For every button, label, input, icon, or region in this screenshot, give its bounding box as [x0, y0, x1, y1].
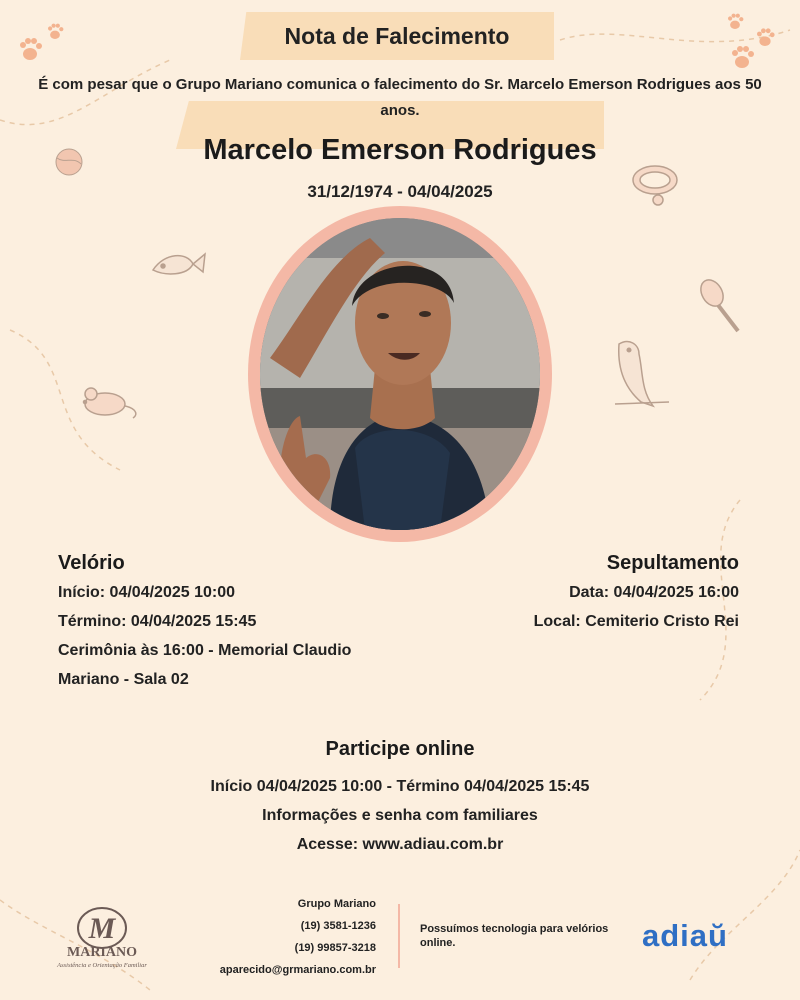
paw-icon [757, 28, 775, 46]
velorio-start: Início: 04/04/2025 10:00 [58, 584, 235, 601]
sepultamento-details [419, 578, 739, 636]
velorio-details [58, 578, 378, 694]
contact-phone-2[interactable]: (19) 99857-3218 [294, 942, 376, 954]
sepultamento-date: Data: 04/04/2025 16:00 [569, 584, 739, 601]
paw-icon [728, 14, 743, 29]
mouse-icon [84, 388, 136, 418]
deceased-dates: 31/12/1974 - 04/04/2025 [307, 182, 493, 201]
online-title: Participe online [325, 738, 475, 760]
contact-phone-1[interactable]: (19) 3581-1236 [300, 920, 376, 932]
online-details [0, 772, 800, 859]
paw-icon [20, 38, 42, 60]
brush-icon [696, 276, 738, 331]
footer-contacts [210, 893, 376, 981]
paw-icon [732, 46, 754, 68]
footer-tech-note: Possuímos tecnologia para velórios online. [420, 923, 609, 949]
online-schedule: Início 04/04/2025 10:00 - Término 04/04/2025 15:45 [210, 778, 590, 795]
dashed-curve-left [10, 330, 120, 470]
paw-icon [48, 24, 63, 39]
contact-email[interactable]: aparecido@grmariano.com.br [219, 964, 376, 976]
online-website[interactable]: Acesse: www.adiau.com.br [296, 836, 504, 853]
sepultamento-location: Local: Cemiterio Cristo Rei [533, 613, 739, 630]
dashed-curve-bottom-right [690, 850, 800, 980]
mariano-logo-letter: M [88, 912, 116, 945]
portrait-photo [260, 218, 540, 530]
velorio-room: Mariano - Sala 02 [58, 671, 189, 688]
deceased-name: Marcelo Emerson Rodrigues [203, 134, 597, 166]
contact-company: Grupo Mariano [297, 898, 376, 910]
dashed-curve-top-right [560, 30, 790, 42]
fish-icon [153, 254, 205, 274]
page-title: Nota de Falecimento [284, 22, 510, 49]
mariano-logo-tagline: Assistência e Orientação Familiar [57, 962, 147, 969]
velorio-title: Velório [58, 552, 125, 574]
adiau-logo: adiaŭ [642, 918, 728, 953]
velorio-end: Término: 04/04/2025 15:45 [58, 613, 257, 630]
sepultamento-title: Sepultamento [606, 552, 739, 574]
intro-text: É com pesar que o Grupo Mariano comunica o falecimento do Sr. Marcelo Emerson Rodrigues aos 50 anos. [38, 76, 762, 119]
velorio-ceremony: Cerimônia às 16:00 - Memorial Claudio [58, 642, 352, 659]
parrot-icon [615, 342, 669, 406]
mariano-logo-name: MARIANO [67, 945, 137, 960]
footer-divider [398, 904, 400, 968]
portrait-illustration [260, 218, 540, 530]
online-info: Informações e senha com familiares [262, 807, 538, 824]
mariano-logo [46, 904, 158, 970]
